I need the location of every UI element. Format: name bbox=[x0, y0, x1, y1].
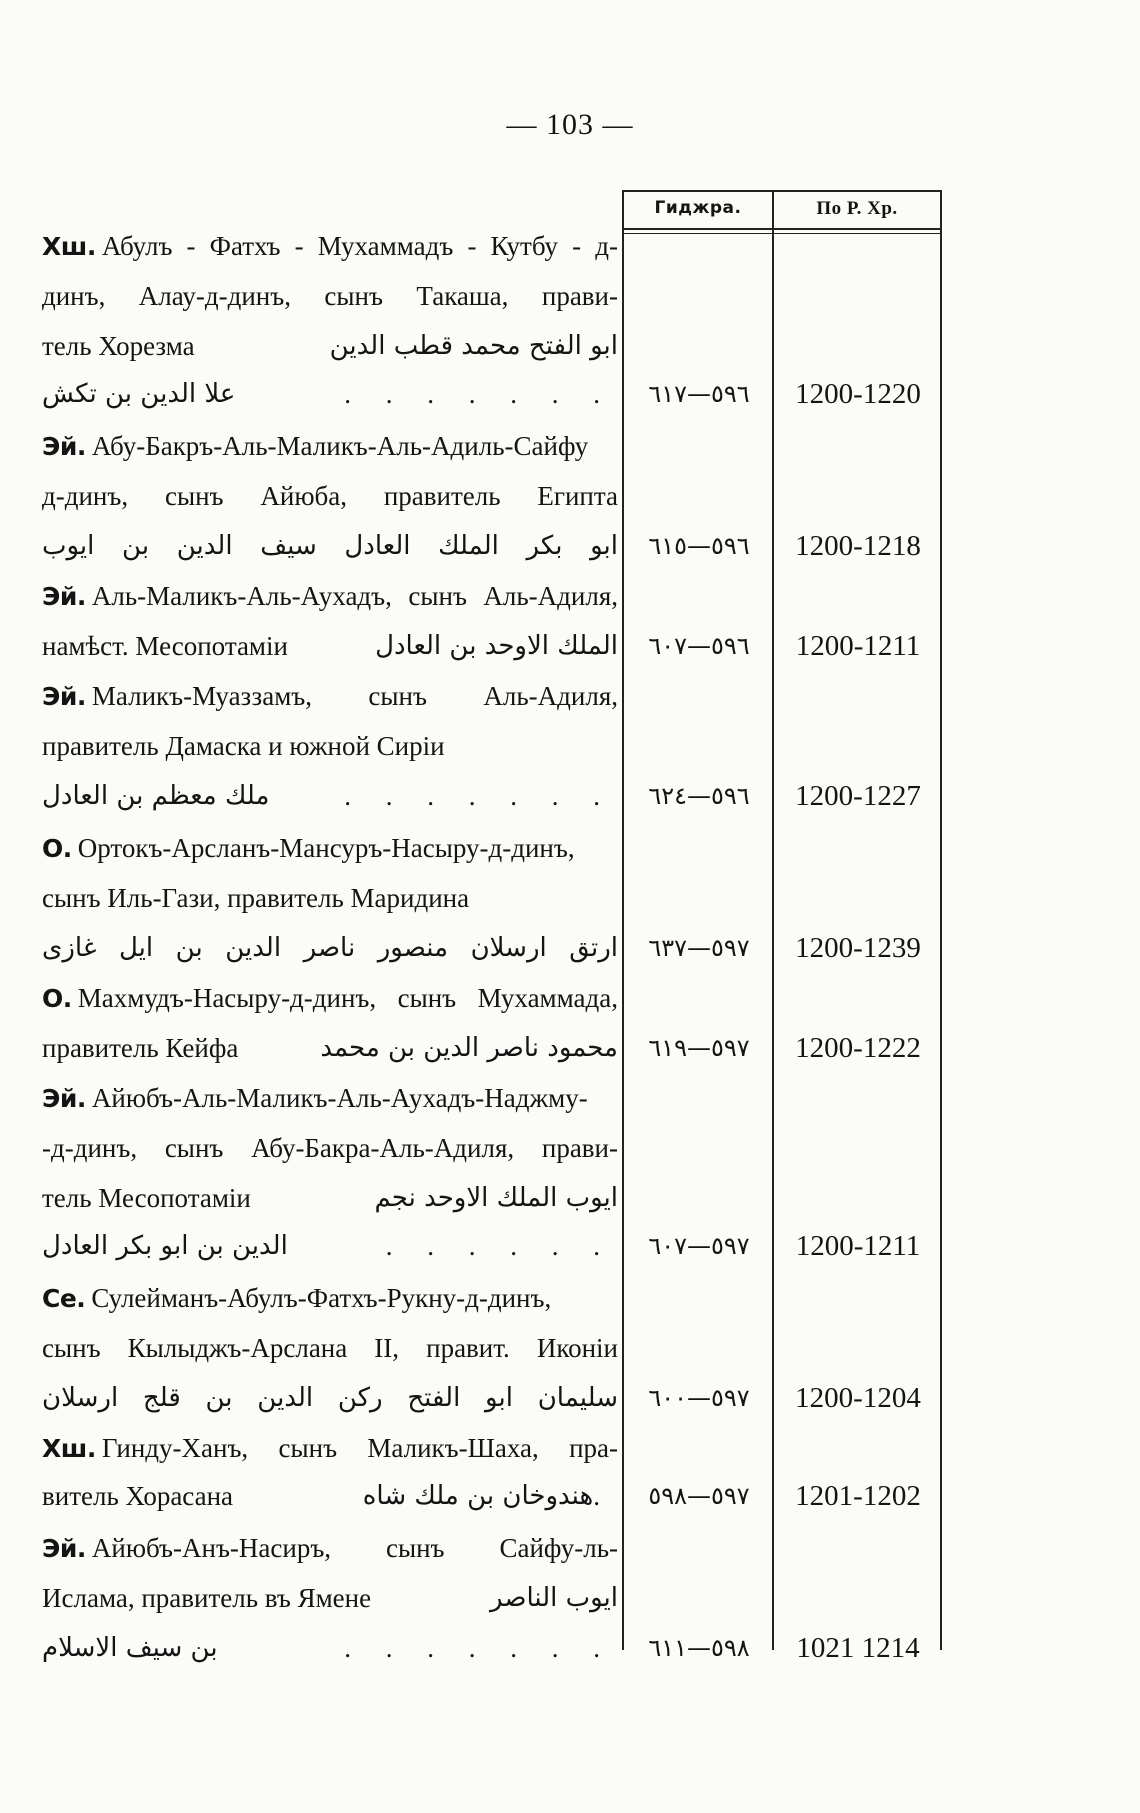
entry-line bbox=[42, 476, 618, 516]
arabic-name: ايوب الناصر bbox=[490, 1583, 618, 1613]
entry-text: сынъ Иль-Гази, правитель Маридина bbox=[42, 883, 470, 913]
ad-date: 1200-1239 bbox=[795, 932, 921, 964]
ad-date: 1200-1204 bbox=[795, 1382, 921, 1414]
entry-text: Ислама, правитель въ Ямене bbox=[42, 1583, 372, 1613]
ad-date: 1021 1214 bbox=[796, 1632, 920, 1664]
entry-line bbox=[42, 326, 618, 366]
dynasty-code: О. bbox=[42, 984, 72, 1013]
entry-text: Махмудъ-Насыру-д-динъ, сынъ Мухаммада, bbox=[77, 983, 618, 1013]
leader-dots: . . . . . . . bbox=[344, 379, 614, 409]
dynasty-code: Хш. bbox=[42, 1434, 96, 1463]
entry-line bbox=[42, 978, 618, 1018]
table-left-rule bbox=[622, 190, 624, 1650]
hijra-date: ٥٩٧—٥٩٨ bbox=[648, 1482, 750, 1510]
entry-line bbox=[42, 1078, 618, 1118]
entry-line bbox=[42, 928, 618, 968]
entry-line bbox=[42, 1628, 618, 1668]
entry-text: д-динъ, сынъ Айюба, правитель Египта bbox=[42, 481, 618, 511]
entry-text: Аль-Маликъ-Аль-Аухадъ, сынъ Аль-Адиля, bbox=[91, 581, 618, 611]
ad-date: 1200-1218 bbox=[795, 530, 921, 562]
hijra-date: ٥٩٧—٦٠٠ bbox=[648, 1384, 750, 1412]
entry-line bbox=[42, 1578, 618, 1618]
arabic-name: ايوب الملك الاوحد نجم bbox=[374, 1183, 618, 1213]
arabic-name: هندوخان بن ملك شاه bbox=[362, 1481, 594, 1511]
ad-column-header: По Р. Хр. bbox=[816, 198, 898, 219]
arabic-name: ابو بكر الملك العادل سيف الدين بن ايوب bbox=[42, 531, 618, 561]
entry-line bbox=[42, 1476, 618, 1516]
leader-dots: . . . . . . bbox=[385, 1231, 614, 1261]
entry-text: тель Месопотаміи bbox=[42, 1183, 251, 1213]
dynasty-code: Се. bbox=[42, 1284, 86, 1313]
entry-line bbox=[42, 526, 618, 566]
dynasty-code: Хш. bbox=[42, 232, 96, 261]
entry-line bbox=[42, 726, 618, 766]
entry-text: Айюбъ-Анъ-Насиръ, сынъ Сайфу-ль- bbox=[91, 1533, 618, 1563]
entry-text: сынъ Кылыджъ-Арслана II, правит. Иконіи bbox=[42, 1333, 618, 1363]
ad-date: 1200-1222 bbox=[795, 1032, 921, 1064]
entry-line bbox=[42, 1278, 618, 1318]
leader-dots: . . . . . . . bbox=[344, 781, 614, 811]
hijra-date: ٥٩٦—٦١٥ bbox=[648, 532, 750, 560]
entry-line bbox=[42, 828, 618, 868]
entry-text: тель Хорезма bbox=[42, 331, 195, 361]
entry-line bbox=[42, 878, 618, 918]
entry-text: Абу-Бакръ-Аль-Маликъ-Аль-Адиль-Сайфу bbox=[91, 431, 589, 461]
dynasty-code: Эй. bbox=[42, 1084, 86, 1113]
ad-date: 1200-1227 bbox=[795, 780, 921, 812]
leader-dots: . . . . . . . bbox=[344, 1633, 614, 1663]
entry-text: правитель Кейфа bbox=[42, 1033, 239, 1063]
ad-date: 1201-1202 bbox=[795, 1480, 921, 1512]
entry-line bbox=[42, 676, 618, 716]
entry-text: Ортокъ-Арсланъ-Мансуръ-Насыру-д-динъ, bbox=[77, 833, 575, 863]
arabic-name: سليمان ابو الفتح ركن الدين بن قلج ارسلان bbox=[42, 1383, 618, 1413]
entry-line bbox=[42, 226, 618, 266]
hijra-date: ٥٩٦—٦٠٧ bbox=[648, 632, 750, 660]
arabic-name: علا الدين بن تكش bbox=[42, 379, 236, 409]
dynasty-code: Эй. bbox=[42, 1534, 86, 1563]
arabic-name: ملك معظم بن العادل bbox=[42, 781, 270, 811]
hijra-date: ٥٩٧—٦٣٧ bbox=[648, 934, 750, 962]
entry-text: Абулъ - Фатхъ - Мухаммадъ - Кутбу - д- bbox=[101, 231, 618, 261]
table-top-rule bbox=[622, 190, 942, 192]
arabic-name: محمود ناصر الدين بن محمد bbox=[320, 1033, 618, 1063]
entry-text: витель Хорасана bbox=[42, 1481, 234, 1511]
entry-text: намѣст. Месопотаміи bbox=[42, 631, 288, 661]
hijra-date: ٥٩٧—٦٠٧ bbox=[648, 1232, 750, 1260]
hijra-date: ٥٩٦—٦١٧ bbox=[648, 380, 750, 408]
hijra-column-header: Гиджра. bbox=[654, 198, 742, 218]
entry-text: правитель Дамаска и южной Сиріи bbox=[42, 731, 445, 761]
dynasty-code: Эй. bbox=[42, 582, 86, 611]
entry-line bbox=[42, 276, 618, 316]
arabic-name: بن سيف الاسلام bbox=[42, 1633, 218, 1663]
entry-line bbox=[42, 1328, 618, 1368]
entry-line bbox=[42, 576, 618, 616]
entry-text: Айюбъ-Аль-Маликъ-Аль-Аухадъ-Наджму- bbox=[91, 1083, 588, 1113]
dynasty-code: Эй. bbox=[42, 682, 86, 711]
entry-line bbox=[42, 1028, 618, 1068]
arabic-name: ارتق ارسلان منصور ناصر الدين بن ايل غازى bbox=[42, 933, 618, 963]
ad-date: 1200-1220 bbox=[795, 378, 921, 410]
leader-dots: . bbox=[593, 1481, 614, 1511]
entry-line bbox=[42, 1128, 618, 1168]
entry-line bbox=[42, 626, 618, 666]
page-number: — 103 — bbox=[506, 108, 634, 141]
entry-line bbox=[42, 374, 618, 414]
arabic-name: الملك الاوحد بن العادل bbox=[375, 631, 618, 661]
entry-line bbox=[42, 1178, 618, 1218]
hijra-date: ٥٩٨—٦١١ bbox=[648, 1634, 750, 1662]
hijra-date: ٥٩٧—٦١٩ bbox=[648, 1034, 750, 1062]
dynasty-code: Эй. bbox=[42, 432, 86, 461]
arabic-name: ابو الفتح محمد قطب الدين bbox=[329, 331, 618, 361]
arabic-name: الدين بن ابو بكر العادل bbox=[42, 1231, 288, 1261]
entry-line bbox=[42, 426, 618, 466]
entry-text: Маликъ-Муаззамъ, сынъ Аль-Адиля, bbox=[91, 681, 618, 711]
entry-line bbox=[42, 1528, 618, 1568]
entry-line bbox=[42, 776, 618, 816]
entry-text: Гинду-Ханъ, сынъ Маликъ-Шаха, пра- bbox=[101, 1433, 618, 1463]
hijra-date: ٥٩٦—٦٢٤ bbox=[648, 782, 750, 810]
entry-text: -д-динъ, сынъ Абу-Бакра-Аль-Адиля, прави- bbox=[42, 1133, 618, 1163]
table-header-rule-thin bbox=[622, 233, 942, 234]
entry-text: динъ, Алау-д-динъ, сынъ Такаша, прави- bbox=[42, 281, 618, 311]
ad-date: 1200-1211 bbox=[795, 630, 921, 662]
entry-line bbox=[42, 1378, 618, 1418]
entry-text: Сулейманъ-Абулъ-Фатхъ-Рукну-д-динъ, bbox=[91, 1283, 552, 1313]
table-header-rule bbox=[622, 228, 942, 230]
dynasty-code: О. bbox=[42, 834, 72, 863]
ad-date: 1200-1211 bbox=[795, 1230, 921, 1262]
entry-line bbox=[42, 1428, 618, 1468]
entry-line bbox=[42, 1226, 618, 1266]
